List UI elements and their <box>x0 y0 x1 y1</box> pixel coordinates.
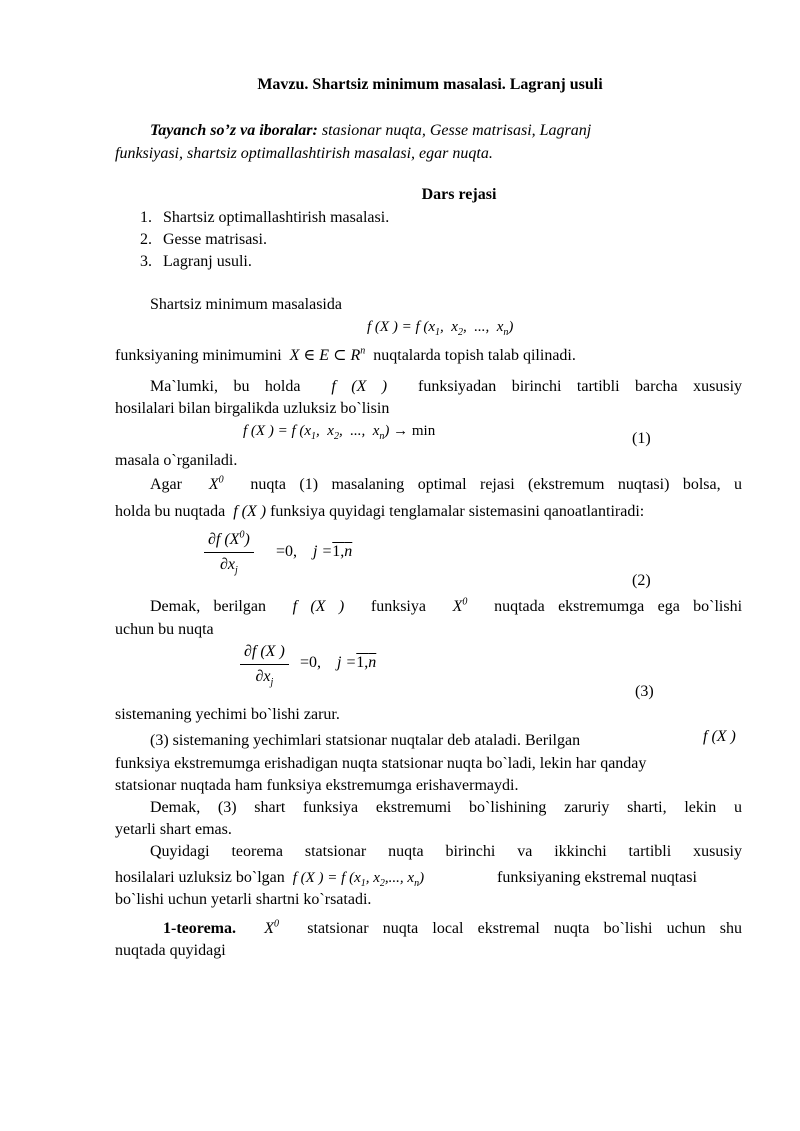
formula-condition-2: =0, j =1,n <box>276 543 353 560</box>
equation-number-2: (2) <box>632 572 651 589</box>
plan-item-1-text: Shartsiz optimallashtirish masalasi. <box>163 209 390 226</box>
plan-item-2: 2. <box>140 231 152 248</box>
paragraph-theorem-intro-1: Quyidagi teorema statsionar nuqta birinchi va ikkinchi tartibli xususiy <box>150 843 742 860</box>
formula-partial-x: $\frac{\partial f (X )}{\partial x_j}$ <box>240 642 289 687</box>
plan-item-3-text: Lagranj usuli. <box>163 253 252 270</box>
paragraph-theorem-intro-3: funksiyaning ekstremal nuqtasi <box>497 869 697 886</box>
theorem-label: 1-teorema. <box>163 920 236 937</box>
plan-heading: Dars rejasi <box>421 186 497 203</box>
formula-condition-3: =0, j =1,n <box>300 654 377 671</box>
paragraph-theorem-intro-4: bo`lishi uchun yetarli shartni ko`rsatadi. <box>115 891 372 908</box>
paragraph-condition-2: yetarli shart emas. <box>115 821 232 838</box>
paragraph-stationary-2: funksiya ekstremumga erishadigan nuqta statsionar nuqta bo`ladi, lekin har qanday <box>115 755 647 772</box>
paragraph-optimal-1: Agar $X^0$ nuqta (1) masalaning optimal rejasi (ekstremum nuqtasi) bolsa, u <box>150 474 743 493</box>
plan-item-1: 1. <box>140 209 152 226</box>
equation-number-1: (1) <box>632 430 651 447</box>
page-title: Mavzu. Shartsiz minimum masalasi. Lagranj usuli <box>257 76 603 93</box>
keywords-label: Tayanch so’z va iboralar: <box>150 122 318 139</box>
formula-partial-x0: $\frac{\partial f (X^0)}{\partial x_j}$ <box>204 530 254 575</box>
equation-number-3: (3) <box>635 683 654 700</box>
paragraph-stationary-3: statsionar nuqtada ham funksiya ekstremumga erishavermaydi. <box>115 777 519 794</box>
plan-item-2-text: Gesse matrisasi. <box>163 231 267 248</box>
formula-fx: f (X ) <box>233 503 267 520</box>
paragraph-extremum-1: Demak, berilgan f (X ) funksiya $X^0$ nuqtada ekstremumga ega bo`lishi <box>150 596 743 615</box>
formula-fx: f (X ) <box>331 378 388 395</box>
paragraph-stationary-1: (3) sistemaning yechimlari statsionar nuqtalar deb ataladi. Berilgan <box>150 732 581 749</box>
formula-objective: f (X ) = f ($x_1$, $x_2$, ..., $x_n$) <box>367 319 514 338</box>
formula-domain: X ∈ E ⊂ $R^n$ <box>289 345 366 364</box>
paragraph-continuity-1: Ma`lumki, bu holda f (X ) funksiyadan birinchi tartibli barcha xususiy <box>150 378 743 395</box>
formula-problem-1: f (X ) = f ($x_1$, $x_2$, ..., $x_n) \to \min$ <box>243 423 436 442</box>
paragraph-condition-1: Demak, (3) shart funksiya ekstremumi bo`lishining zaruriy sharti, lekin u <box>150 799 742 816</box>
paragraph-extremum-2: uchun bu nuqta <box>115 621 214 638</box>
paragraph-necessary: sistemaning yechimi bo`lishi zarur. <box>115 706 340 723</box>
formula-fx: f (X ) <box>703 728 736 745</box>
keywords-text-2: funksiyasi, shartsiz optimallashtirish masalasi, egar nuqta. <box>115 145 493 162</box>
keywords-line-1 <box>150 120 591 142</box>
paragraph-optimal-2: holda bu nuqtada f (X ) funksiya quyidagi tenglamalar sistemasini qanoatlantiradi: <box>115 503 645 520</box>
paragraph-minimum: funksiyaning minimumini X ∈ E ⊂ $R^n$ nuqtalarda topish talab qilinadi. <box>115 345 576 364</box>
paragraph-theorem-intro-2: hosilalari uzluksiz bo`lgan f (X ) = f ($x_1$, $x_2$,..., $x_n$) <box>115 869 425 889</box>
theorem-1: 1-teorema. $X^0$ statsionar nuqta local ekstremal nuqta bo`lishi uchun shu <box>163 918 743 937</box>
formula-x0: $X^0$ <box>208 474 224 493</box>
paragraph-intro: Shartsiz minimum masalasida <box>150 296 342 313</box>
keywords-text-1: stasionar nuqta, Gesse matrisasi, Lagranj <box>321 122 592 139</box>
paragraph-studied: masala o`rganiladi. <box>115 452 238 469</box>
plan-item-3: 3. <box>140 253 152 270</box>
theorem-1-cont: nuqtada quyidagi <box>115 942 226 959</box>
formula-function: f (X ) = f ($x_1$, $x_2$,..., $x_n$) <box>292 870 425 889</box>
paragraph-continuity-2: hosilalari bilan birgalikda uzluksiz bo`lisin <box>115 400 390 417</box>
